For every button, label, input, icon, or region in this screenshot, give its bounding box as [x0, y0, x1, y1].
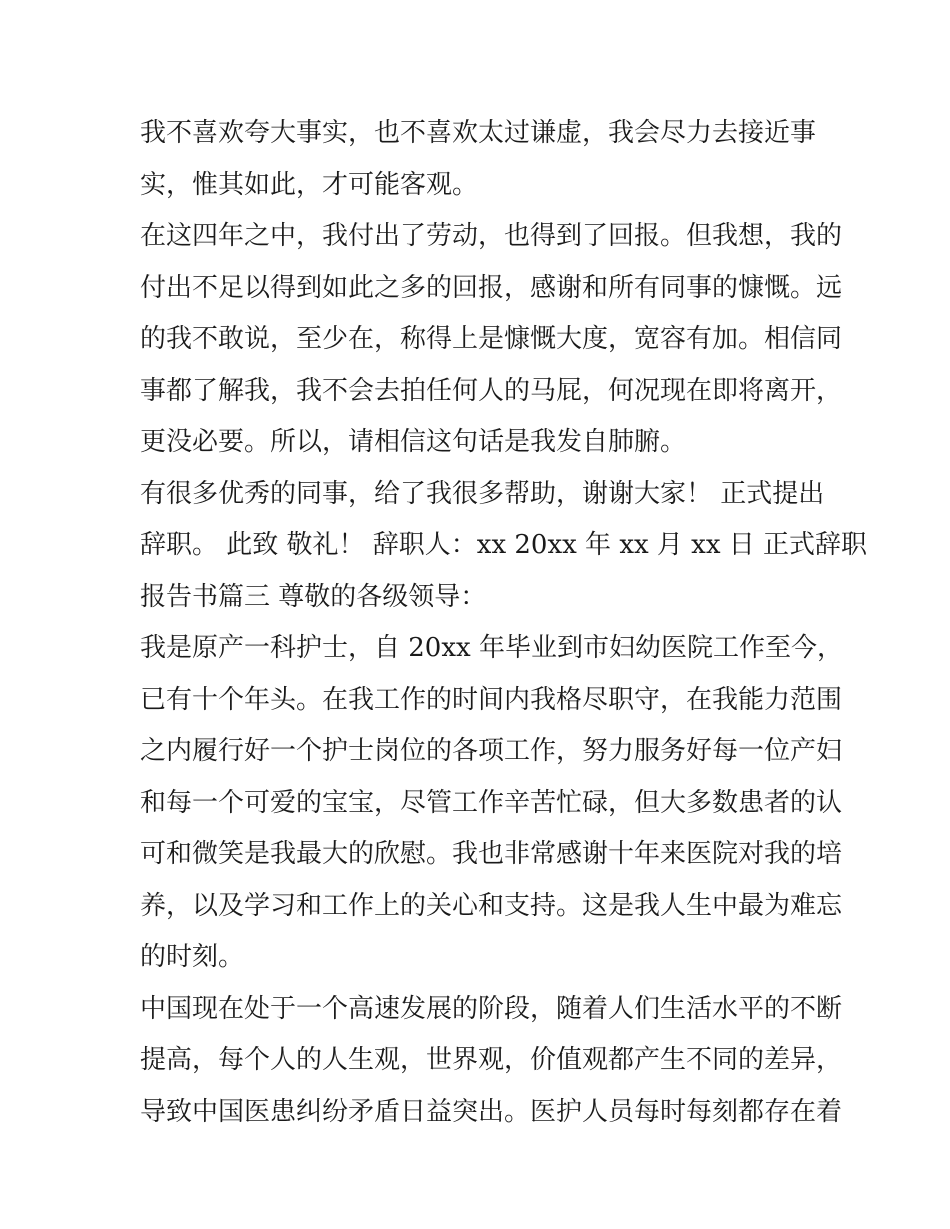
- text-line: 可和微笑是我最大的欣慰。我也非常感谢十年来医院对我的培: [140, 839, 843, 869]
- paragraph-3: [140, 469, 868, 624]
- text-line: 之内履行好一个护士岗位的各项工作，努力服务好每一位产妇: [140, 736, 843, 766]
- text-line: 事都了解我，我不会去拍任何人的马屁，何况现在即将离开，: [140, 375, 843, 406]
- text-line: 养，以及学习和工作上的关心和支持。这是我人生中最为难忘: [140, 890, 843, 921]
- text-line: 我是原产一科护士，自 20xx 年毕业到市妇幼医院工作至今，: [140, 633, 843, 663]
- text-line: 辞职。 此致 敬礼！ 辞职人：xx 20xx 年 xx 月 xx 日 正式辞职: [140, 530, 868, 560]
- text-line: 和每一个可爱的宝宝，尽管工作辛苦忙碌，但大多数患者的认: [140, 787, 843, 818]
- text-line: 在这四年之中，我付出了劳动，也得到了回报。但我想，我的: [140, 221, 843, 251]
- paragraph-1: [140, 108, 820, 211]
- text-line: 提高，每个人的人生观，世界观，价值观都产生不同的差异，: [140, 1045, 843, 1075]
- text-line: 报告书篇三 尊敬的各级领导：: [140, 581, 487, 612]
- text-line: 实，惟其如此，才可能客观。: [140, 169, 479, 200]
- text-line: 导致中国医患纠纷矛盾日益突出。医护人员每时每刻都存在着: [140, 1096, 843, 1127]
- paragraph-4: [140, 623, 843, 984]
- text-line: 付出不足以得到如此之多的回报，感谢和所有同事的慷慨。远: [140, 272, 843, 303]
- paragraph-5: [140, 984, 843, 1139]
- text-line: 中国现在处于一个高速发展的阶段，随着人们生活水平的不断: [140, 993, 843, 1024]
- text-line: 我不喜欢夸大事实，也不喜欢太过谦虚，我会尽力去接近事: [140, 118, 817, 148]
- paragraph-2: [140, 211, 843, 469]
- document-body: [140, 108, 868, 1138]
- text-line: 更没必要。所以，请相信这句话是我发自肺腑。: [140, 427, 687, 457]
- text-line: 有很多优秀的同事，给了我很多帮助，谢谢大家！ 正式提出: [140, 478, 825, 509]
- text-line: 的我不敢说，至少在，称得上是慷慨大度，宽容有加。相信同: [140, 324, 843, 354]
- text-line: 的时刻。: [140, 942, 245, 972]
- text-line: 已有十个年头。在我工作的时间内我格尽职守，在我能力范围: [140, 684, 843, 715]
